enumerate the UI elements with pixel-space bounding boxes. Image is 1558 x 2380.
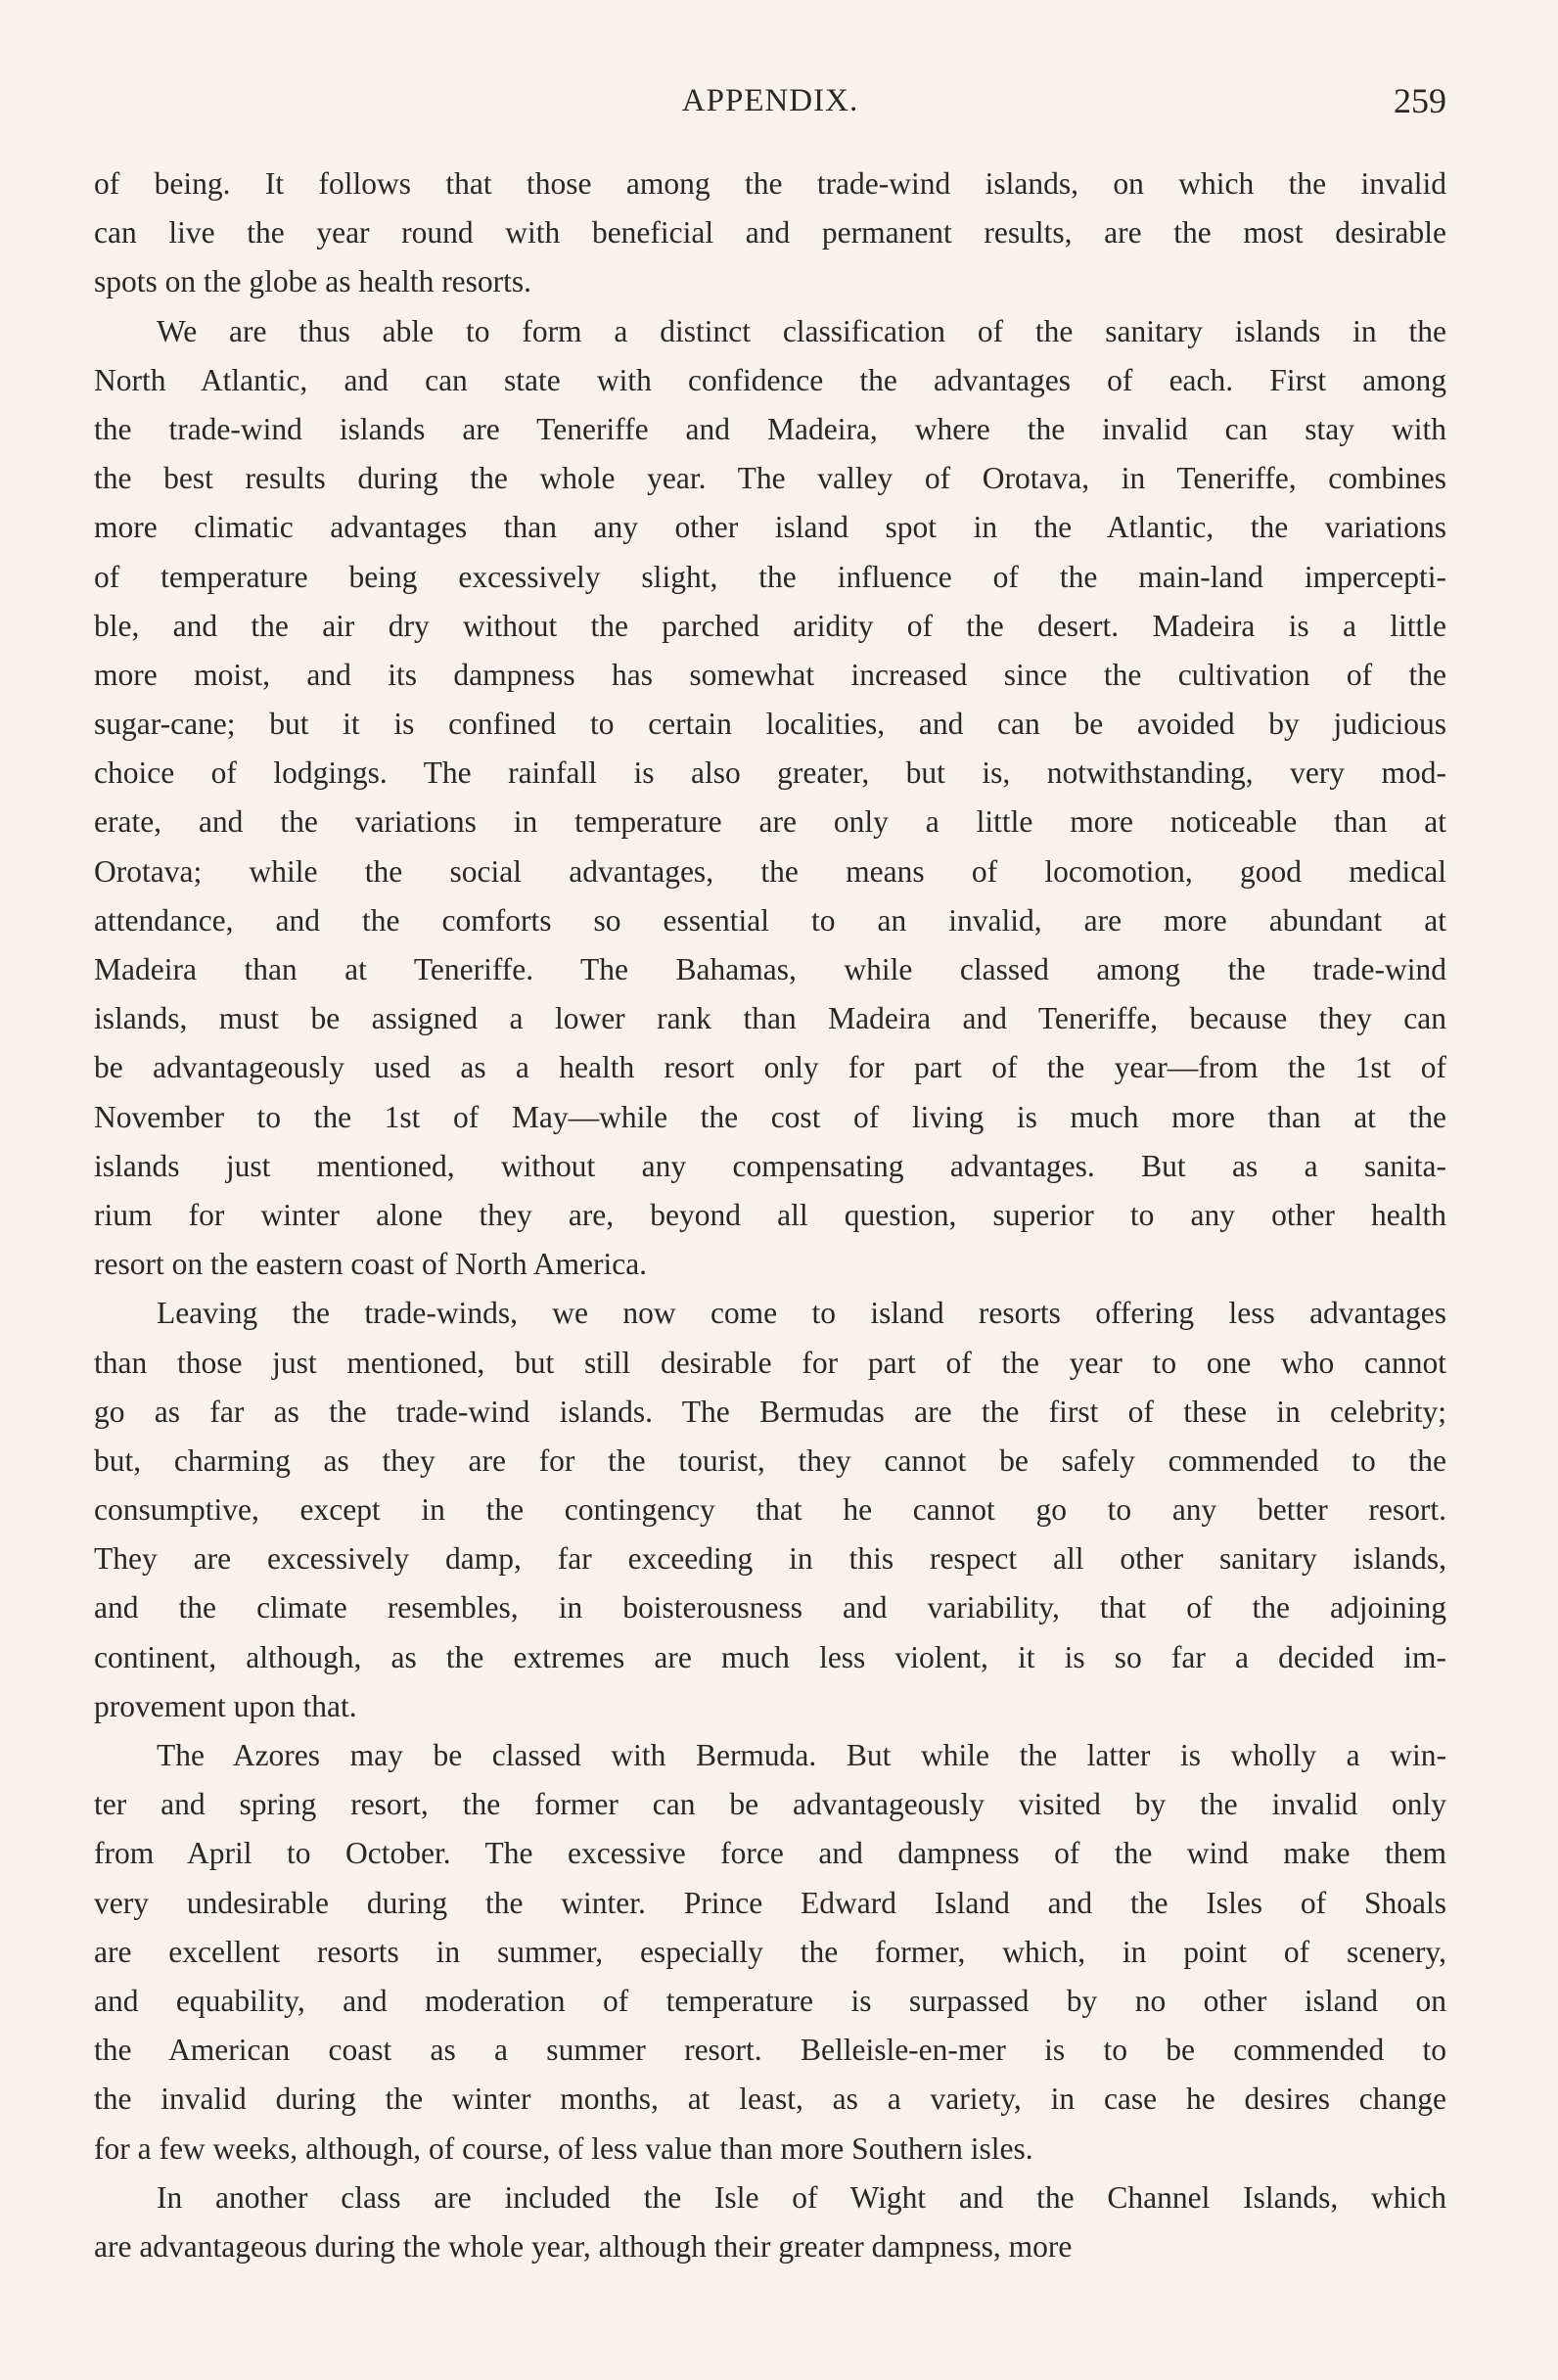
text-line: be advantageously used as a health resort only for part of the year—from the 1st of [94,1050,1446,1085]
text-line: for a few weeks, although, of course, of less value than more Southern isles. [94,2130,1033,2166]
text-line: attendance, and the comforts so essential to an invalid, are more abundant at [94,902,1446,938]
text-line: are excellent resorts in summer, especially the former, which, in point of scenery, [94,1934,1446,1969]
text-line: from April to October. The excessive force and dampness of the wind make them [94,1836,1446,1871]
running-head [94,76,1446,125]
text-line: of temperature being excessively slight, the influence of the main-land impercepti- [94,559,1446,594]
text-line: We are thus able to form a distinct classification of the sanitary islands in the [157,313,1446,348]
text-line: continent, although, as the extremes are much less violent, it is so far a decided im- [94,1639,1446,1674]
text-line: spots on the globe as health resorts. [94,264,532,299]
paragraph [94,160,1446,307]
paragraph [94,1731,1446,2174]
text-line: than those just mentioned, but still desirable for part of the year to one who cannot [94,1345,1446,1380]
text-line: The Azores may be classed with Bermuda. But while the latter is wholly a win- [157,1738,1446,1772]
text-line: They are excessively damp, far exceeding in this respect all other sanitary islands, [94,1541,1446,1577]
text-line: more climatic advantages than any other island spot in the Atlantic, the variations [94,510,1446,545]
text-line: islands, must be assigned a lower rank than Madeira and Teneriffe, because they can [94,1001,1446,1036]
text-line: and equability, and moderation of temperature is surpassed by no other island on [94,1983,1446,2018]
text-line: sugar-cane; but it is confined to certain localities, and can be avoided by judicious [94,707,1446,742]
text-line: In another class are included the Isle of Wight and the Channel Islands, which [157,2179,1446,2215]
page-number: 259 [1394,81,1446,120]
text-line: provement upon that. [94,1688,357,1723]
text-line: Orotava; while the social advantages, the means of locomotion, good medical [94,853,1446,889]
text-line: ble, and the air dry without the parched aridity of the desert. Madeira is a little [94,608,1446,643]
running-head-title: APPENDIX. [681,83,859,118]
text-line: ter and spring resort, the former can be advantageously visited by the invalid only [94,1787,1446,1822]
text-line: very undesirable during the winter. Prince Edward Island and the Isles of Shoals [94,1885,1446,1920]
text-line: go as far as the trade-wind islands. The Bermudas are the first of these in celebrity; [94,1394,1446,1429]
text-line: Madeira than at Teneriffe. The Bahamas, while classed among the trade-wind [94,952,1446,986]
text-line: but, charming as they are for the tourist, they cannot be safely commended to the [94,1442,1446,1478]
text-line: of being. It follows that those among the trade-wind islands, on which the invalid [94,166,1446,201]
text-line: the trade-wind islands are Teneriffe and Madeira, where the invalid can stay with [94,411,1446,446]
text-line: the American coast as a summer resort. Belleisle-en-mer is to be commended to [94,2033,1446,2068]
paragraph [94,307,1446,1290]
text-line: resort on the eastern coast of North America. [94,1247,648,1282]
text-line: the invalid during the winter months, at least, as a variety, in case he desires change [94,2082,1446,2117]
text-line: erate, and the variations in temperature are only a little more noticeable than at [94,804,1446,840]
text-line: islands just mentioned, without any compensating advantages. But as a sanita- [94,1148,1446,1183]
paragraph [94,2174,1446,2271]
text-line: and the climate resembles, in boisterousness and variability, that of the adjoining [94,1590,1446,1625]
text-line: November to the 1st of May—while the cost of living is much more than at the [94,1099,1446,1134]
text-line: more moist, and its dampness has somewhat increased since the cultivation of the [94,657,1446,692]
text-line: consumptive, except in the contingency that he cannot go to any better resort. [94,1492,1446,1528]
text-line: can live the year round with beneficial and permanent results, are the most desirable [94,215,1446,251]
body-text [94,160,1446,2271]
text-line: are advantageous during the whole year, although their greater dampness, more [94,2228,1073,2264]
text-line: North Atlantic, and can state with confidence the advantages of each. First among [94,362,1446,397]
text-line: the best results during the whole year. The valley of Orotava, in Teneriffe, combines [94,461,1446,496]
text-line: rium for winter alone they are, beyond all question, superior to any other health [94,1197,1446,1232]
text-line: Leaving the trade-winds, we now come to island resorts offering less advantages [157,1296,1446,1331]
paragraph [94,1289,1446,1731]
text-line: choice of lodgings. The rainfall is also greater, but is, notwithstanding, very mod- [94,755,1446,791]
